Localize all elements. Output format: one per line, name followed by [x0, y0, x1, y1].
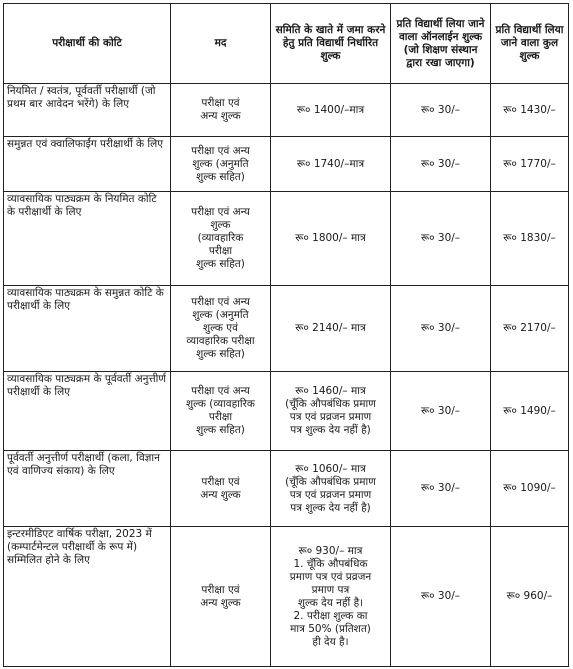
- cell-online-fee: रू० 30/–: [391, 84, 491, 137]
- table-row: [4, 527, 569, 667]
- cell-fixed-fee: रू० 2140/– मात्र: [271, 286, 391, 372]
- cell-online-fee: रू० 30/–: [391, 372, 491, 451]
- cell-total-fee: रू० 1430/–: [491, 84, 569, 137]
- table-row: [4, 286, 569, 372]
- cell-category: व्यावसायिक पाठ्यक्रम के पूर्ववर्ती अनुत्तीर्ण परीक्षार्थी के लिए: [4, 372, 171, 451]
- cell-total-fee: रू० 1490/–: [491, 372, 569, 451]
- cell-total-fee: रू० 960/–: [491, 527, 569, 667]
- cell-fee-head: परीक्षा एवं अन्य शुल्क: [171, 527, 271, 667]
- cell-online-fee: रू० 30/–: [391, 527, 491, 667]
- cell-category: नियमित / स्वतंत्र, पूर्ववर्ती परीक्षार्थी (जो प्रथम बार आवेदन भरेंगे) के लिए: [4, 84, 171, 137]
- cell-fee-head: परीक्षा एवं अन्य शुल्क (व्यावहारिक परीक्षा शुल्क सहित): [171, 192, 271, 286]
- cell-total-fee: रू० 1830/–: [491, 192, 569, 286]
- header-online-fee: प्रति विद्यार्थी लिया जाने वाला ऑनलाईन शुल्क (जो शिक्षण संस्थान द्वारा रखा जाएगा): [391, 4, 491, 84]
- cell-online-fee: रू० 30/–: [391, 286, 491, 372]
- cell-online-fee: रू० 30/–: [391, 451, 491, 527]
- cell-total-fee: रू० 1090/–: [491, 451, 569, 527]
- cell-fee-head: परीक्षा एवं अन्य शुल्क (अनुमति शुल्क एवं व्यावहारिक परीक्षा शुल्क सहित): [171, 286, 271, 372]
- fee-table: [3, 3, 569, 667]
- cell-fee-head: परीक्षा एवं अन्य शुल्क (व्यावहारिक परीक्षा शुल्क सहित): [171, 372, 271, 451]
- cell-category: व्यावसायिक पाठ्यक्रम के समुन्नत कोटि के परीक्षार्थी के लिए: [4, 286, 171, 372]
- header-fee-head: मद: [171, 4, 271, 84]
- cell-online-fee: रू० 30/–: [391, 192, 491, 286]
- cell-total-fee: रू० 1770/–: [491, 137, 569, 192]
- cell-online-fee: रू० 30/–: [391, 137, 491, 192]
- table-row: [4, 451, 569, 527]
- cell-fixed-fee: रू० 1800/– मात्र: [271, 192, 391, 286]
- cell-fixed-fee: रू० 1400/–मात्र: [271, 84, 391, 137]
- table-row: [4, 137, 569, 192]
- cell-category: समुन्नत एवं क्वालिफाईंग परीक्षार्थी के लिए: [4, 137, 171, 192]
- cell-fee-head: परीक्षा एवं अन्य शुल्क (अनुमति शुल्क सहित): [171, 137, 271, 192]
- header-fixed-fee: समिति के खाते में जमा करने हेतु प्रति विद्यार्थी निर्धारित शुल्क: [271, 4, 391, 84]
- cell-fee-head: परीक्षा एवं अन्य शुल्क: [171, 451, 271, 527]
- header-total-fee: प्रति विद्यार्थी लिया जाने वाला कुल शुल्क: [491, 4, 569, 84]
- cell-fixed-fee: रू० 930/– मात्र 1. चूँकि औपबंधिक प्रमाण पत्र एवं प्रव्रजन प्रमाण पत्र शुल्क देय नहीं है। 2. परीक्षा शुल्क का मात्र 50% (प्रतिशत) ही देय है।: [271, 527, 391, 667]
- cell-category: पूर्ववर्ती अनुत्तीर्ण परीक्षार्थी (कला, विज्ञान एवं वाणिज्य संकाय) के लिए: [4, 451, 171, 527]
- cell-fixed-fee: रू० 1060/– मात्र (चूँकि औपबंधिक प्रमाण पत्र एवं प्रव्रजन प्रमाण पत्र शुल्क देय नहीं है): [271, 451, 391, 527]
- cell-fee-head: परीक्षा एवं अन्य शुल्क: [171, 84, 271, 137]
- cell-fixed-fee: रू० 1460/– मात्र (चूँकि औपबंधिक प्रमाण पत्र एवं प्रव्रजन प्रमाण पत्र शुल्क देय नहीं है): [271, 372, 391, 451]
- cell-total-fee: रू० 2170/–: [491, 286, 569, 372]
- table-row: [4, 84, 569, 137]
- cell-category: इन्टरमीडिएट वार्षिक परीक्षा, 2023 में (कम्पार्टमेन्टल परीक्षार्थी के रूप में) सम्मिलित होने के लिए: [4, 527, 171, 667]
- table-row: [4, 192, 569, 286]
- header-category: परीक्षार्थी की कोटि: [4, 4, 171, 84]
- table-row: [4, 372, 569, 451]
- header-row: [4, 4, 569, 84]
- cell-fixed-fee: रू० 1740/–मात्र: [271, 137, 391, 192]
- cell-category: व्यावसायिक पाठ्यक्रम के नियमित कोटि के परीक्षार्थी के लिए: [4, 192, 171, 286]
